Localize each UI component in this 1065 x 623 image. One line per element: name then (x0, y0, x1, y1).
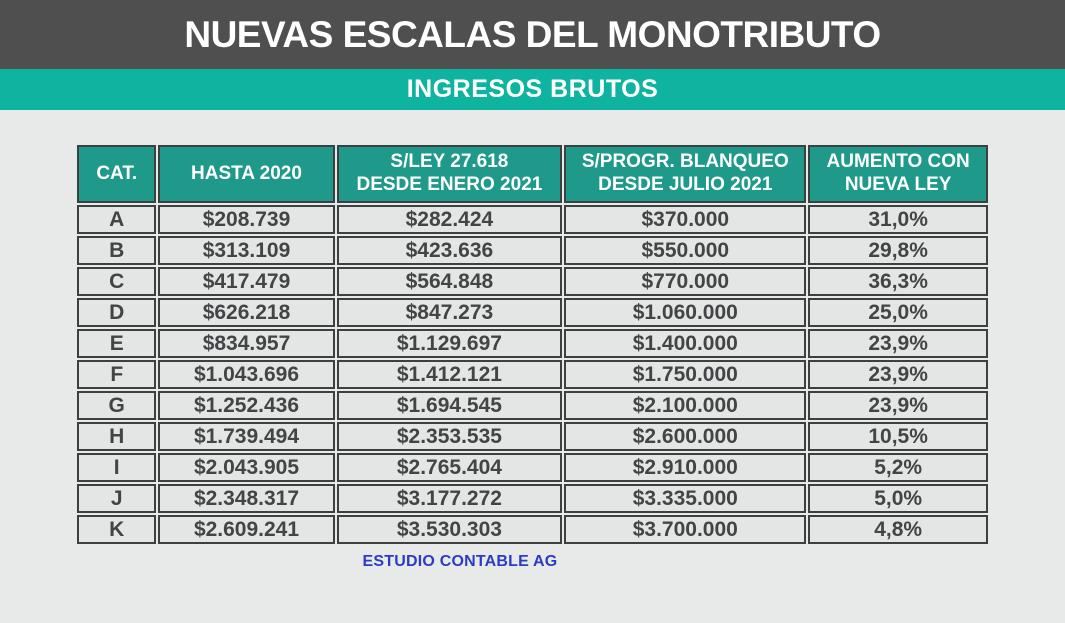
value-cell: $313.109 (158, 236, 334, 265)
value-cell: 36,3% (808, 267, 988, 296)
category-cell: A (77, 205, 156, 234)
table-row (77, 236, 988, 265)
value-cell: 23,9% (808, 391, 988, 420)
value-cell: 5,0% (808, 484, 988, 513)
table-row (77, 484, 988, 513)
value-cell: $564.848 (337, 267, 563, 296)
value-cell: $2.348.317 (158, 484, 334, 513)
value-cell: $770.000 (564, 267, 806, 296)
footer-credit: ESTUDIO CONTABLE AG (362, 553, 558, 570)
category-cell: F (77, 360, 156, 389)
table-row (77, 329, 988, 358)
value-cell: $550.000 (564, 236, 806, 265)
category-cell: K (77, 515, 156, 544)
value-cell: $370.000 (564, 205, 806, 234)
column-header-aumento (808, 145, 988, 203)
value-cell: $1.739.494 (158, 422, 334, 451)
column-header-hasta-2020 (158, 145, 334, 203)
value-cell: $834.957 (158, 329, 334, 358)
column-header-line: CAT. (96, 162, 138, 184)
table-body (77, 205, 988, 544)
category-cell: E (77, 329, 156, 358)
category-cell: G (77, 391, 156, 420)
value-cell: $626.218 (158, 298, 334, 327)
value-cell: $3.177.272 (337, 484, 563, 513)
value-cell: $1.043.696 (158, 360, 334, 389)
column-header-line: S/PROGR. BLANQUEO (581, 151, 789, 173)
value-cell: 4,8% (808, 515, 988, 544)
table-row (77, 205, 988, 234)
value-cell: $2.609.241 (158, 515, 334, 544)
value-cell: 25,0% (808, 298, 988, 327)
value-cell: $1.129.697 (337, 329, 563, 358)
table-row (77, 298, 988, 327)
value-cell: $1.400.000 (564, 329, 806, 358)
category-cell: C (77, 267, 156, 296)
column-header-line: AUMENTO CON (826, 151, 970, 173)
value-cell: $1.750.000 (564, 360, 806, 389)
value-cell: 10,5% (808, 422, 988, 451)
value-cell: $2.910.000 (564, 453, 806, 482)
value-cell: $208.739 (158, 205, 334, 234)
value-cell: 5,2% (808, 453, 988, 482)
banner-title: INGRESOS BRUTOS (406, 75, 659, 103)
title-band (0, 0, 1065, 69)
value-cell: $2.600.000 (564, 422, 806, 451)
table-header (77, 145, 988, 203)
value-cell: 29,8% (808, 236, 988, 265)
ingresos-brutos-banner (0, 69, 1065, 110)
table-row (77, 453, 988, 482)
monotributo-table-container (75, 143, 990, 546)
column-header-cat (77, 145, 156, 203)
value-cell: $423.636 (337, 236, 563, 265)
value-cell: $1.412.121 (337, 360, 563, 389)
value-cell: $1.694.545 (337, 391, 563, 420)
value-cell: $282.424 (337, 205, 563, 234)
category-cell: D (77, 298, 156, 327)
table-row (77, 515, 988, 544)
column-header-blanqueo (564, 145, 806, 203)
category-cell: B (77, 236, 156, 265)
table-row (77, 360, 988, 389)
column-header-line: HASTA 2020 (191, 162, 302, 184)
column-header-line: DESDE JULIO 2021 (598, 174, 773, 195)
value-cell: $417.479 (158, 267, 334, 296)
value-cell: $3.335.000 (564, 484, 806, 513)
value-cell: 23,9% (808, 360, 988, 389)
monotributo-table (75, 143, 990, 546)
value-cell: $847.273 (337, 298, 563, 327)
table-row (77, 391, 988, 420)
category-cell: I (77, 453, 156, 482)
value-cell: 23,9% (808, 329, 988, 358)
value-cell: $2.100.000 (564, 391, 806, 420)
page-title: NUEVAS ESCALAS DEL MONOTRIBUTO (184, 13, 881, 55)
table-header-row (77, 145, 988, 203)
column-header-line: S/LEY 27.618 (390, 151, 509, 173)
value-cell: $2.043.905 (158, 453, 334, 482)
table-row (77, 422, 988, 451)
column-header-ley-27618 (337, 145, 563, 203)
value-cell: $3.530.303 (337, 515, 563, 544)
column-header-line: NUEVA LEY (844, 174, 952, 195)
value-cell: $2.765.404 (337, 453, 563, 482)
column-header-line: DESDE ENERO 2021 (356, 174, 543, 195)
value-cell: 31,0% (808, 205, 988, 234)
value-cell: $1.252.436 (158, 391, 334, 420)
value-cell: $3.700.000 (564, 515, 806, 544)
category-cell: J (77, 484, 156, 513)
value-cell: $2.353.535 (337, 422, 563, 451)
category-cell: H (77, 422, 156, 451)
table-row (77, 267, 988, 296)
value-cell: $1.060.000 (564, 298, 806, 327)
